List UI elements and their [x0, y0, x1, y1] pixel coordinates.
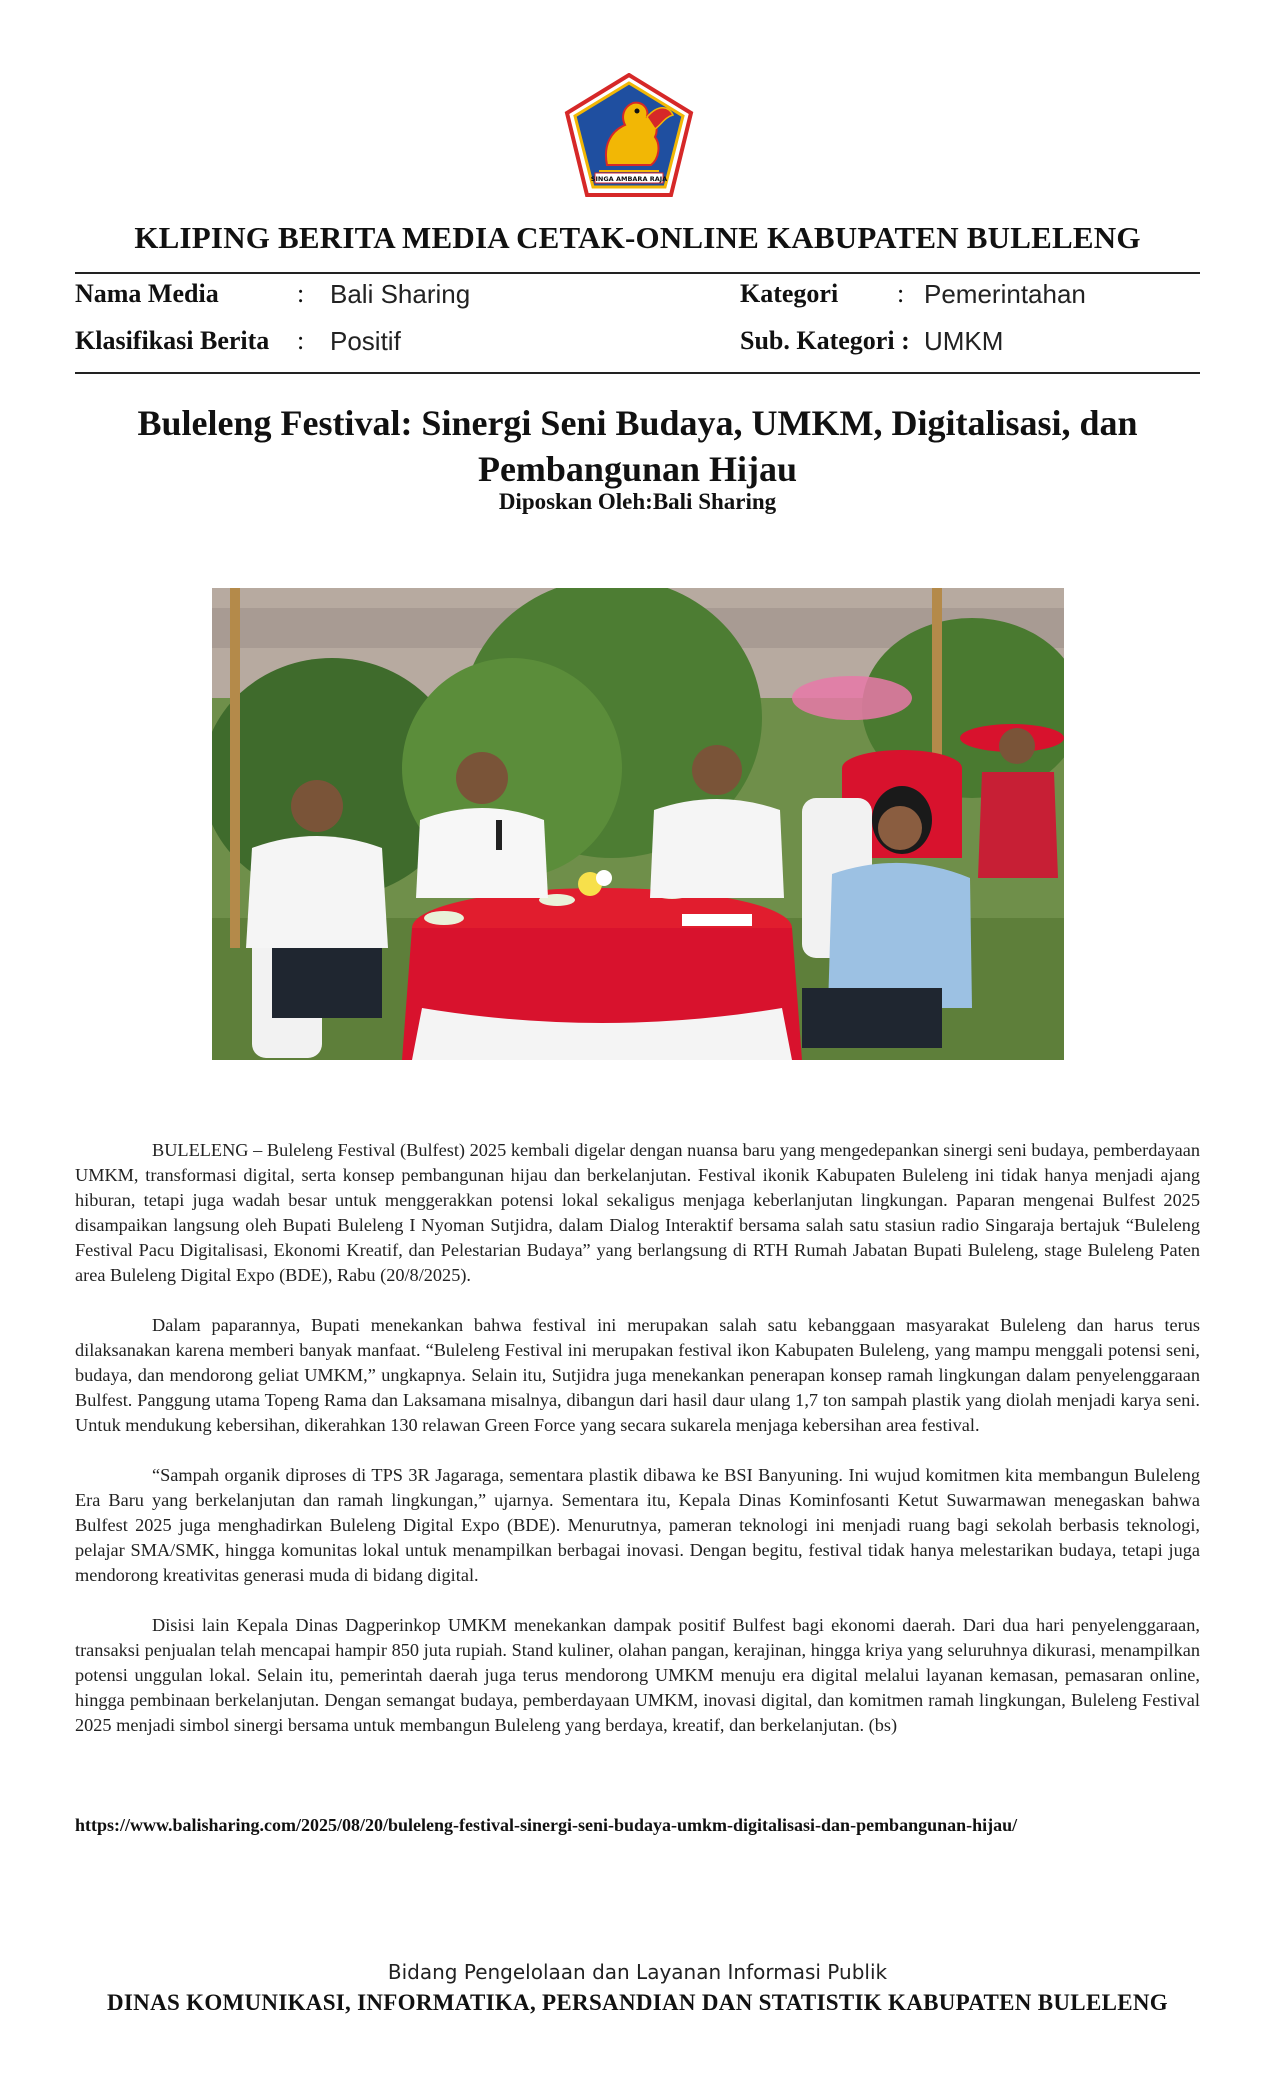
regency-emblem-logo	[563, 73, 695, 197]
clipping-header-title: KLIPING BERITA MEDIA CETAK-ONLINE KABUPATEN BULELENG	[134, 220, 1141, 255]
article-paragraph: BULELENG – Buleleng Festival (Bulfest) 2025 kembali digelar dengan nuansa baru yang mengedepankan sinergi seni budaya, pemberdayaan UMKM, transformasi digital, serta konsep pembangunan hijau dan berkelanjutan. Festival ikonik Kabupaten Buleleng ini tidak hanya menjadi ajang hiburan, tetapi juga wadah besar untuk menggerakkan potensi lokal sekaligus menjaga keberlanjutan lingkungan. Paparan mengenai Bulfest 2025 disampaikan langsung oleh Bupati Buleleng I Nyoman Sutjidra, dalam Dialog Interaktif bersama salah satu stasiun radio Singaraja bertajuk “Buleleng Festival Pacu Digitalisasi, Ekonomi Kreatif, dan Pelestarian Budaya” yang berlangsung di RTH Rumah Jabatan Bupati Buleleng, stage Buleleng Paten area Buleleng Digital Expo (BDE), Rabu (20/8/2025).	[75, 1140, 1200, 1285]
singa-ambara-raja-emblem-icon	[563, 73, 695, 197]
meta-classification-row	[75, 323, 635, 359]
emblem-motto: SINGA AMBARA RAJA	[590, 175, 668, 183]
classification-label: Klasifikasi Berita	[75, 326, 270, 355]
article-paragraph: Disisi lain Kepala Dinas Dagperinkop UMKM menekankan dampak positif Bulfest bagi ekonomi daerah. Dari dua hari penyelenggaraan, transaksi penjualan telah mencapai hampir 850 juta rupiah. Stand kuliner, olahan pangan, kerajinan, hingga kriya yang seluruhnya dikurasi, menampilkan potensi unggulan lokal. Selain itu, pemerintah daerah juga terus mendorong UMKM menuju era digital melalui layanan kemasan, pemasaran online, hingga pembinaan berkelanjutan. Dengan semangat budaya, pemberdayaan UMKM, inovasi digital, dan komitmen ramah lingkungan, Buleleng Festival 2025 menjadi simbol sinergi bersama untuk membangun Buleleng yang berdaya, kreatif, dan berkelanjutan. (bs)	[75, 1615, 1200, 1735]
meta-category-row	[740, 276, 1200, 312]
media-colon: :	[297, 279, 305, 308]
classification-value: Positif	[330, 326, 401, 356]
article-photo	[212, 588, 1064, 1060]
article-body	[75, 1138, 1200, 1763]
meta-divider	[75, 372, 1200, 374]
subcategory-value: UMKM	[924, 326, 1004, 356]
classification-colon: :	[297, 326, 305, 355]
article-byline: Diposkan Oleh:Bali Sharing	[498, 489, 777, 514]
article-paragraph: “Sampah organik diproses di TPS 3R Jagaraga, sementara plastik dibawa ke BSI Banyuning. Ini wujud komitmen kita membangun Buleleng Era Baru yang berkelanjutan dan ramah lingkungan,” ujarnya. Sementara itu, Kepala Dinas Kominfosanti Ketut Suwarmawan menegaskan bahwa Bulfest 2025 juga menghadirkan Buleleng Digital Expo (BDE). Menurutnya, pameran teknologi ini menjadi ruang bagi sekolah berbasis teknologi, pelajar SMA/SMK, hingga komunitas lokal untuk menampilkan berbagai inovasi. Dengan begitu, festival tidak hanya melestarikan budaya, tetapi juga mendorong kreativitas generasi muda di bidang digital.	[75, 1465, 1200, 1585]
media-label: Nama Media	[75, 279, 219, 308]
category-label: Kategori	[740, 279, 839, 308]
media-value: Bali Sharing	[330, 279, 471, 309]
subcategory-label: Sub. Kategori :	[740, 326, 910, 355]
article-title: Buleleng Festival: Sinergi Seni Budaya, UMKM, Digitalisasi, dan Pembangunan Hijau	[137, 403, 1138, 489]
meta-subcategory-row	[740, 323, 1200, 359]
meta-media-row	[75, 276, 635, 312]
header-divider	[75, 272, 1200, 274]
footer-department: Bidang Pengelolaan dan Layanan Informasi Publik	[387, 1960, 888, 1984]
footer-agency: DINAS KOMUNIKASI, INFORMATIKA, PERSANDIAN DAN STATISTIK KABUPATEN BULELENG	[107, 1990, 1168, 2015]
dialog-scene-image	[212, 588, 1064, 1060]
category-value: Pemerintahan	[924, 279, 1086, 309]
article-paragraph: Dalam paparannya, Bupati menekankan bahwa festival ini merupakan salah satu kebanggaan masyarakat Buleleng dan harus terus dilaksanakan karena memberi banyak manfaat. “Buleleng Festival ini merupakan festival ikon Kabupaten Buleleng, yang mampu menggali potensi seni, budaya, dan mendorong geliat UMKM,” ungkapnya. Selain itu, Sutjidra juga menekankan penerapan konsep ramah lingkungan dalam penyelenggaraan Bulfest. Panggung utama Topeng Rama dan Laksamana misalnya, dibangun dari hasil daur ulang 1,7 ton sampah plastik yang diolah menjadi karya seni. Untuk mendukung kebersihan, dikerahkan 130 relawan Green Force yang secara sukarela menjaga kebersihan area festival.	[75, 1315, 1200, 1435]
source-link[interactable]: https://www.balisharing.com/2025/08/20/buleleng-festival-sinergi-seni-budaya-umkm-digitalisasi-dan-pembangunan-hijau/	[75, 1815, 1018, 1835]
category-colon: :	[897, 279, 905, 308]
